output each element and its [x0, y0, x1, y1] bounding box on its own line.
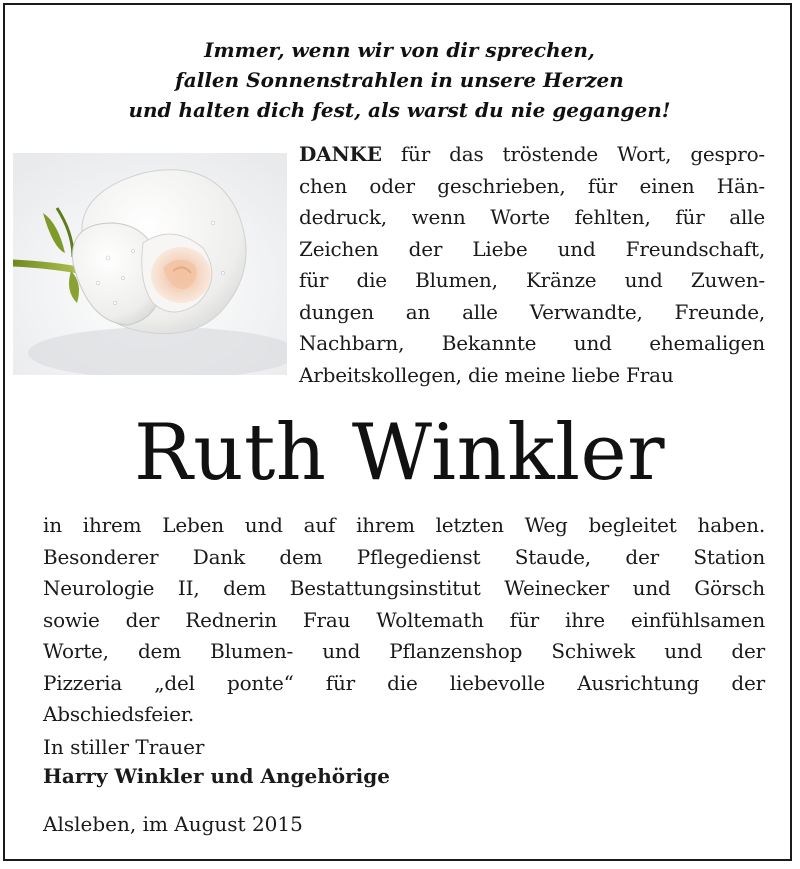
poem-line: und halten dich fest, als warst du nie gegangen! — [128, 98, 671, 122]
body-line: in ihrem Leben und auf ihrem letzten Weg begleitet haben. — [43, 513, 765, 537]
body-line: Worte, dem Blumen- und Pflanzenshop Schiwek und der — [43, 639, 765, 663]
poem-line: fallen Sonnenstrahlen in unsere Herzen — [175, 68, 624, 92]
thanks-line: dedruck, wenn Worte fehlten, für alle — [299, 205, 765, 229]
mourning-intro: In stiller Trauer — [43, 735, 205, 759]
thanks-line: DANKE für das tröstende Wort, gespro- — [299, 142, 765, 166]
body-line: Pizzeria „del ponte“ für die liebevolle Ausrichtung der — [43, 670, 765, 695]
thanks-paragraph — [299, 139, 765, 391]
mourning-signers: Harry Winkler und Angehörige — [43, 764, 390, 788]
mourning-block — [43, 733, 390, 791]
thanks-line: Nachbarn, Bekannte und ehemaligen — [299, 331, 765, 355]
thanks-line: Zeichen der Liebe und Freundschaft, — [299, 236, 765, 261]
body-line: Abschiedsfeier. — [43, 702, 195, 726]
thanks-line: Arbeitskollegen, die meine liebe Frau — [299, 362, 674, 387]
thanks-line: chen oder geschrieben, für einen Hän- — [299, 173, 765, 198]
body-line: Besonderer Dank dem Pflegedienst Staude, der Station — [43, 544, 765, 569]
poem-line: Immer, wenn wir von dir sprechen, — [204, 38, 595, 62]
deceased-name: Ruth Winkler — [134, 408, 665, 498]
thanks-line: für die Blumen, Kränze und Zuwen- — [299, 268, 765, 292]
body-line: Neurologie II, dem Bestattungsinstitut Weinecker und Görsch — [43, 576, 765, 600]
body-line: sowie der Rednerin Frau Woltemath für ihre einfühlsamen — [43, 607, 765, 632]
place-date: Alsleben, im August 2015 — [43, 812, 303, 836]
thanks-line: dungen an alle Verwandte, Freunde, — [299, 299, 765, 324]
body-paragraph — [43, 510, 765, 731]
obituary-notice — [3, 3, 792, 861]
white-rose-icon — [13, 153, 287, 375]
thanks-lead-word: DANKE — [299, 142, 382, 166]
poem — [5, 35, 794, 125]
